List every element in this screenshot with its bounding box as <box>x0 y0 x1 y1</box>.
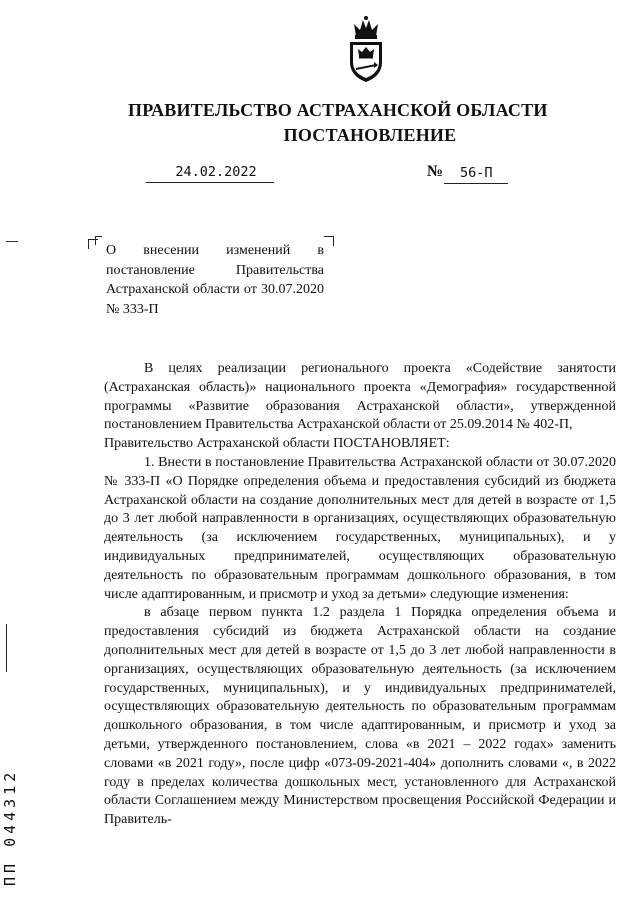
coat-of-arms-icon <box>344 14 388 84</box>
number-label: № <box>427 163 444 180</box>
document-number: 56-П <box>460 165 493 181</box>
margin-dash <box>6 241 18 242</box>
margin-bar <box>6 624 23 672</box>
side-serial-code <box>0 690 20 890</box>
document-type: ПОСТАНОВЛЕНИЕ <box>283 125 457 145</box>
document-date: 24.02.2022 <box>175 164 257 180</box>
document-subject <box>106 241 324 319</box>
item-1-paragraph: 1. Внести в постановление Правительства Астраханской области от 30.07.2020 № 333-П «О Порядке определения объема и предоставления субсидий из бюджета Астраханской области на создание дополнительных мест для детей в возрасте от 1,5 до 3 лет любой направленности в организациях, осуществляющих образовательную деятельность (за исключением государственных, муниципальных), и у индивидуальных предпринимателей, осуществляющих образовательную деятельность по образовательным программам дошкольного образования, в том числе адаптированным, и присмотр и уход за детьми» следующие изменения: <box>104 454 616 602</box>
date-underline <box>146 182 274 183</box>
item-1-text-paragraph: в абзаце первом пункта 1.2 раздела 1 Порядка определения объема и предоставления субсидий из бюджета Астраханской области на создание дополнительных мест для детей в возрасте от 1,5 до 3 лет любой направленности в организациях, осуществляющих образовательную деятельность (за исключением государственных, муниципальных), и у индивидуальных предпринимателей, осуществляющих образовательную деятельность по образовательным программам дошкольного образования, в том числе адаптированным, и присмотр и уход за детьми, утвержденного постановлением, слова «в 2021 – 2022 годах» заменить словами «в 2021 году», после цифр «073-09-2021-404» дополнить словами «, в 2022 году в пределах количества дошкольных мест, установленного для Астраханской области Соглашением между Министерством просвещения Российской Федерации и Правитель- <box>104 605 616 828</box>
government-title: ПРАВИТЕЛЬСТВО АСТРАХАНСКОЙ ОБЛАСТИ <box>128 100 548 120</box>
subject-text: О внесении изменений в постановление Правительства Астраханской области от 30.07.2020 № 333-П <box>106 243 324 317</box>
subject-bracket-left-inner <box>95 236 102 245</box>
document-body <box>104 360 616 830</box>
subject-bracket-right <box>324 236 334 246</box>
date-field <box>146 164 276 183</box>
number-underline <box>444 183 508 184</box>
preamble-paragraph: В целях реализации регионального проекта «Содействие занятости (Астраханская область)» национального проекта «Демография» государственной программы «Развитие образования Астраханской области», утвержденной постановлением Правительства Астраханской области от 25.09.2014 № 402-П, <box>104 361 616 433</box>
side-serial-text: ПП 044312 <box>1 768 19 886</box>
decree-line: Правительство Астраханской области ПОСТАНОВЛЯЕТ: <box>104 436 450 452</box>
